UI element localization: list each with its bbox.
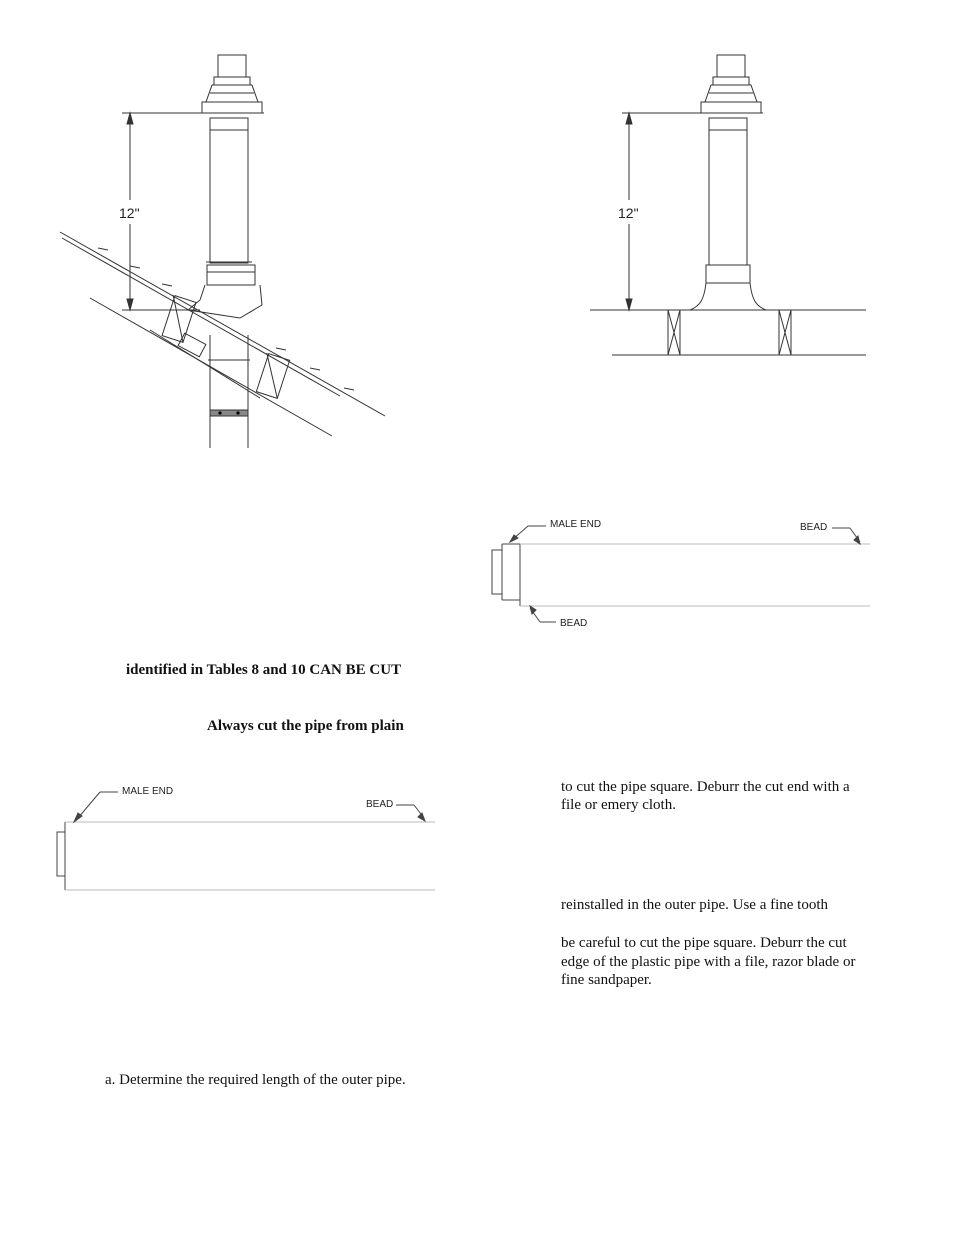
flat-roof-dimension-label: 12"	[618, 205, 639, 221]
bead-label-bottom: BEAD	[366, 799, 394, 810]
right-text-block-1-line-1: to cut the pipe square. Deburr the cut end with a	[561, 779, 850, 795]
bold-instruction-line-2: Always cut the pipe from plain	[207, 718, 404, 734]
right-text-block-3-line-1: be careful to cut the pipe square. Deburr the cut	[561, 935, 847, 951]
right-text-block-3-line-3: fine sandpaper.	[561, 972, 652, 988]
flat-roof-vent-figure	[585, 45, 875, 365]
right-text-block-1-line-2: file or emery cloth.	[561, 797, 676, 813]
bead-label-top-bottom: BEAD	[560, 618, 588, 629]
pipe-section-figure-top	[485, 510, 875, 630]
right-text-block-3-line-2: edge of the plastic pipe with a file, razor blade or	[561, 954, 856, 970]
bold-instruction-line-1: identified in Tables 8 and 10 CAN BE CUT	[126, 662, 402, 678]
pipe-section-figure-bottom	[50, 780, 440, 895]
right-text-line-2: reinstalled in the outer pipe. Use a fine tooth	[561, 897, 829, 913]
male-end-label-top: MALE END	[550, 519, 602, 530]
bead-label-top-right: BEAD	[800, 522, 828, 533]
sloped-roof-dimension-label: 12"	[119, 205, 140, 221]
sloped-roof-vent-figure	[50, 45, 400, 455]
step-a-text: a. Determine the required length of the outer pipe.	[105, 1072, 406, 1088]
male-end-label-bottom: MALE END	[122, 786, 174, 797]
